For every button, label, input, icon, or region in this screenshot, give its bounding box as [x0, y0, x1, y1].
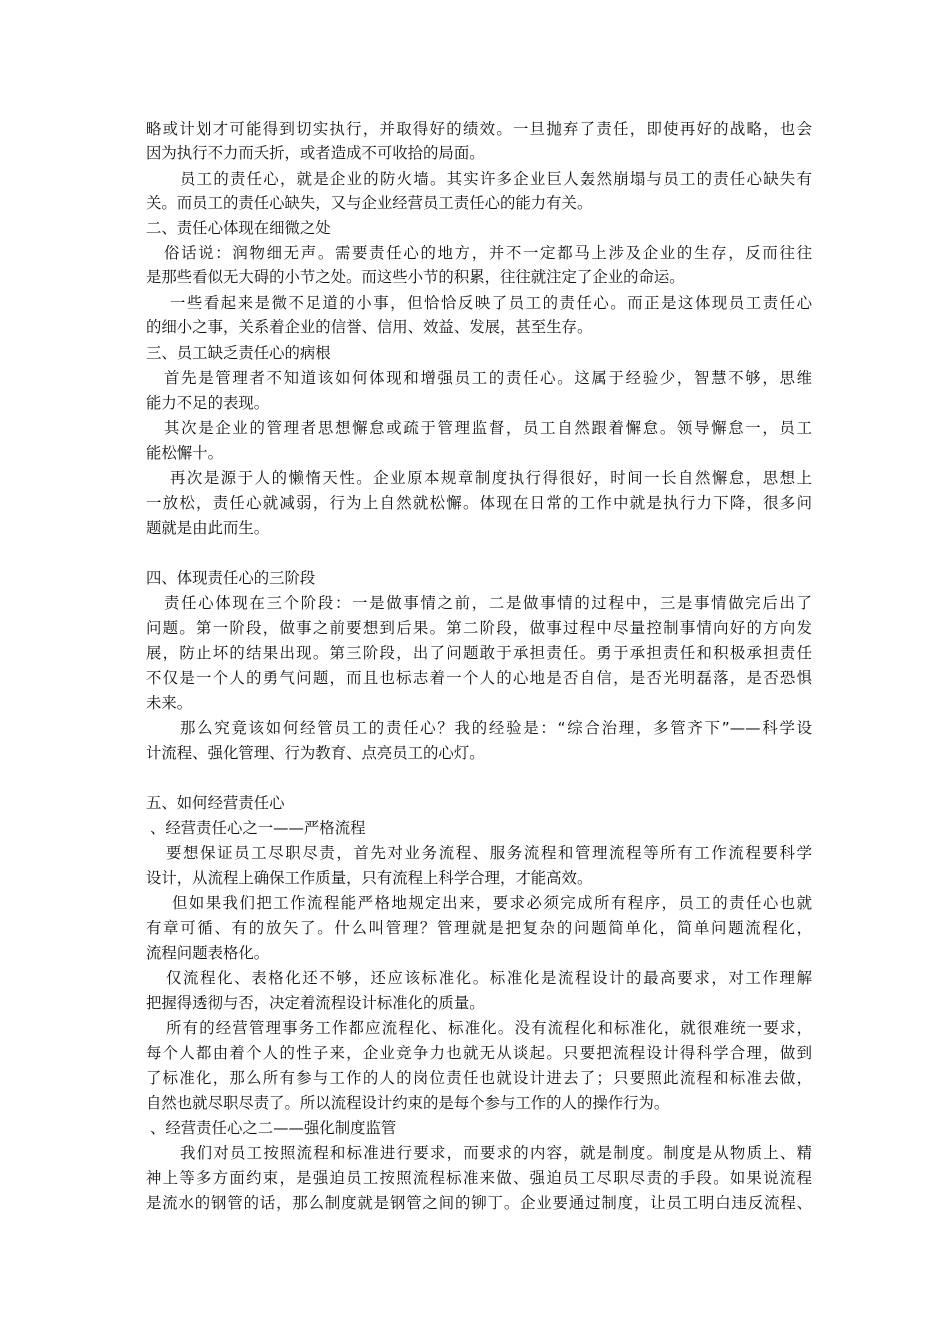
- section-heading: 三、员工缺乏责任心的病根: [146, 344, 331, 362]
- text-line: 设计，从流程上确保工作质量，只有流程上科学合理，才能高效。: [146, 869, 593, 887]
- text-line: 略或计划才可能得到切实执行，并取得好的绩效。一旦抛弃了责任，即使再好的战略，也会: [146, 120, 812, 138]
- text-line: 神上等多方面约束，是强迫员工按照流程标准来做、强迫员工尽职尽责的手段。如果说流程: [146, 1169, 812, 1187]
- text-line: 因为执行不力而夭折，或者造成不可收拾的局面。: [146, 144, 485, 162]
- text-line: 问题。第一阶段，做事之前要想到后果。第二阶段，做事过程中尽量控制事情向好的方向发: [146, 619, 812, 637]
- text-line: 能力不足的表现。: [146, 394, 270, 412]
- text-line: 所有的经营管理事务工作都应流程化、标准化。没有流程化和标准化，就很难统一要求，: [166, 1019, 812, 1037]
- text-line: 有章可循、有的放矢了。什么叫管理？管理就是把复杂的问题简单化，简单问题流程化，: [146, 919, 812, 937]
- text-line: 了标准化，那么所有参与工作的人的岗位责任也就设计进去了；只要照此流程和标准去做，: [146, 1069, 812, 1087]
- text-line: 流程问题表格化。: [146, 944, 270, 962]
- text-line: 每个人都由着个人的性子来，企业竞争力也就无从谈起。只要把流程设计得科学合理，做到: [146, 1044, 812, 1062]
- text-line: 能松懈十。: [146, 444, 223, 462]
- text-line: 员工的责任心，就是企业的防火墙。其实许多企业巨人轰然崩塌与员工的责任心缺失有: [180, 170, 812, 188]
- section-heading: 四、体现责任心的三阶段: [146, 569, 316, 587]
- subsection-heading: 、经营责任心之二——强化制度监管: [150, 1119, 397, 1137]
- text-line: 不仅是一个人的勇气问题，而且也标志着一个人的心地是否自信，是否光明磊落，是否恐惧: [146, 669, 812, 687]
- text-line: 一放松，责任心就减弱，行为上自然就松懈。体现在日常的工作中就是执行力下降，很多问: [146, 494, 812, 512]
- text-line: 责任心体现在三个阶段：一是做事情之前，二是做事情的过程中，三是事情做完后出了: [164, 594, 812, 612]
- section-heading: 二、责任心体现在细微之处: [146, 219, 331, 237]
- text-line: 是流水的钢管的话，那么制度就是钢管之间的铆丁。企业要通过制度，让员工明白违反流程、: [146, 1194, 812, 1212]
- text-line: 的细小之事，关系着企业的信誉、信用、效益、发展，甚至生存。: [146, 318, 593, 336]
- text-line: 关。而员工的责任心缺失，又与企业经营员工责任心的能力有关。: [146, 194, 593, 212]
- subsection-heading: 、经营责任心之一——严格流程: [150, 819, 366, 837]
- text-line: 我们对员工按照流程和标准进行要求，而要求的内容，就是制度。制度是从物质上、精: [180, 1144, 812, 1162]
- text-line: 展，防止坏的结果出现。第三阶段，出了问题敢于承担责任。勇于承担责任和积极承担责任: [146, 644, 812, 662]
- text-line: 但如果我们把工作流程能严格地规定出来，要求必须完成所有程序，员工的责任心也就: [172, 894, 812, 912]
- text-line: 其次是企业的管理者思想懈怠或疏于管理监督，员工自然跟着懈怠。领导懈怠一，员工: [164, 419, 812, 437]
- text-line: 一些看起来是微不足道的小事，但恰恰反映了员工的责任心。而正是这体现员工责任心: [170, 294, 812, 312]
- text-line: 首先是管理者不知道该如何体现和增强员工的责任心。这属于经验少，智慧不够，思维: [164, 369, 812, 387]
- text-line: 再次是源于人的懒惰天性。企业原本规章制度执行得很好，时间一长自然懈怠，思想上: [170, 469, 812, 487]
- text-line: 要想保证员工尽职尽责，首先对业务流程、服务流程和管理流程等所有工作流程要科学: [166, 844, 812, 862]
- text-line: 题就是由此而生。: [146, 519, 270, 537]
- section-heading: 五、如何经营责任心: [146, 794, 285, 812]
- text-line: 自然也就尽职尽责了。所以流程设计约束的是每个参与工作的人的操作行为。: [146, 1094, 670, 1112]
- text-line: 俗话说：润物细无声。需要责任心的地方，并不一定都马上涉及企业的生存，反而往往: [164, 244, 812, 262]
- text-line: 仅流程化、表格化还不够，还应该标准化。标准化是流程设计的最高要求，对工作理解: [166, 969, 812, 987]
- text-line: 是那些看似无大碍的小节之处。而这些小节的积累，往往就注定了企业的命运。: [146, 268, 685, 286]
- text-line: 那么究竟该如何经管员工的责任心？我的经验是：“综合治理，多管齐下”——科学设: [180, 719, 812, 737]
- text-line: 计流程、强化管理、行为教育、点亮员工的心灯。: [146, 744, 485, 762]
- text-line: 把握得透彻与否，决定着流程设计标准化的质量。: [146, 994, 485, 1012]
- text-line: 未来。: [146, 694, 193, 712]
